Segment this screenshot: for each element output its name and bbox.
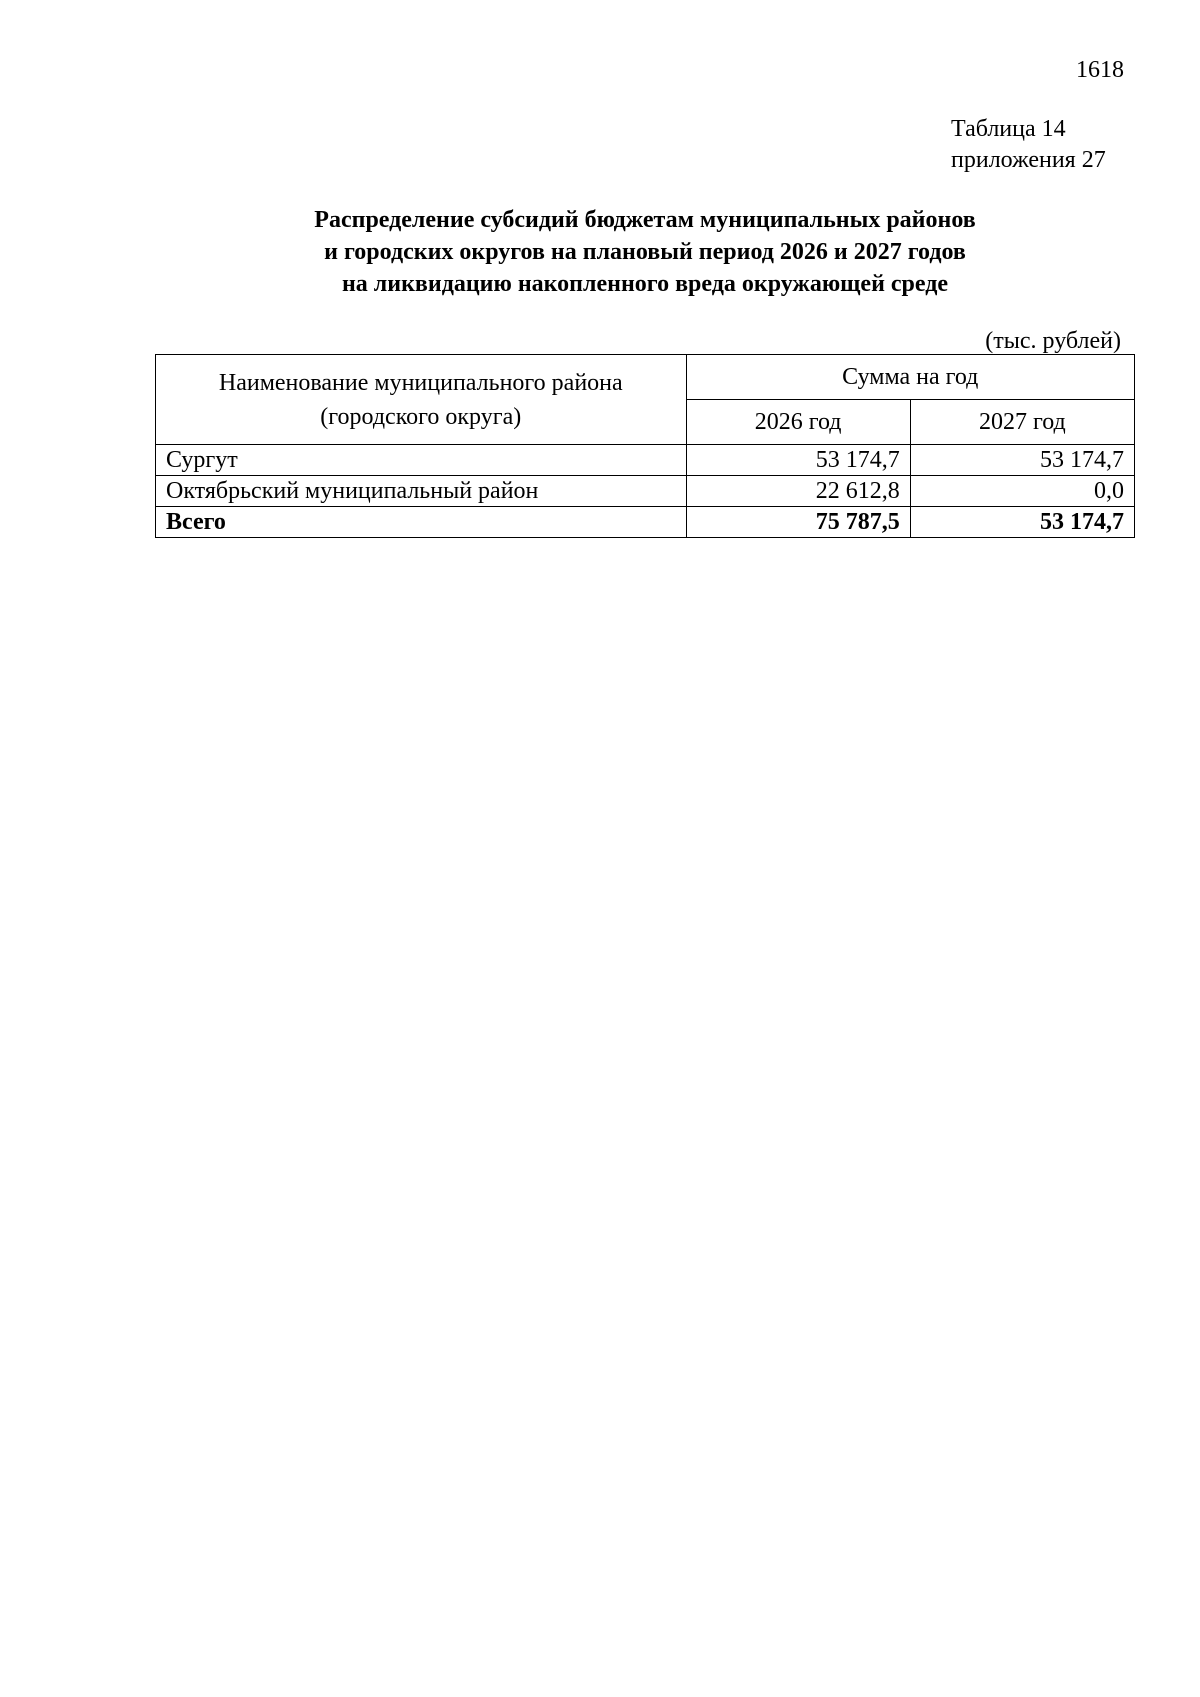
header-municipality-name bbox=[156, 355, 687, 445]
total-value-2026: 75 787,5 bbox=[686, 507, 910, 538]
header-year-2026: 2026 год bbox=[686, 400, 910, 445]
units-label: (тыс. рублей) bbox=[985, 328, 1121, 354]
row-name: Октябрьский муниципальный район bbox=[156, 476, 687, 507]
row-value-2026: 22 612,8 bbox=[686, 476, 910, 507]
subsidy-table bbox=[155, 354, 1135, 538]
header-year-2027: 2027 год bbox=[910, 400, 1134, 445]
row-value-2026: 53 174,7 bbox=[686, 445, 910, 476]
table-reference-line-2: приложения 27 bbox=[951, 147, 1106, 173]
title-line-1: Распределение субсидий бюджетам муниципальных районов bbox=[314, 207, 976, 233]
header-name-line-1: Наименование муниципального района bbox=[218, 369, 623, 396]
table-header-row bbox=[156, 355, 1135, 400]
table-total-row bbox=[156, 507, 1135, 538]
title-line-2: и городских округов на плановый период 2026 и 2027 годов bbox=[324, 239, 966, 265]
header-name-line-2: (городского округа) bbox=[320, 403, 522, 430]
page-number: 1618 bbox=[1076, 57, 1124, 83]
total-value-2027: 53 174,7 bbox=[910, 507, 1134, 538]
table-row bbox=[156, 445, 1135, 476]
document-title bbox=[155, 204, 1135, 300]
row-name: Сургут bbox=[156, 445, 687, 476]
row-value-2027: 0,0 bbox=[910, 476, 1134, 507]
row-value-2027: 53 174,7 bbox=[910, 445, 1134, 476]
header-sum-per-year: Сумма на год bbox=[686, 355, 1134, 400]
table-reference-line-1: Таблица 14 bbox=[951, 116, 1066, 142]
table-row bbox=[156, 476, 1135, 507]
title-line-3: на ликвидацию накопленного вреда окружающей среде bbox=[341, 271, 949, 297]
total-label: Всего bbox=[156, 507, 687, 538]
table-reference bbox=[951, 114, 1106, 176]
